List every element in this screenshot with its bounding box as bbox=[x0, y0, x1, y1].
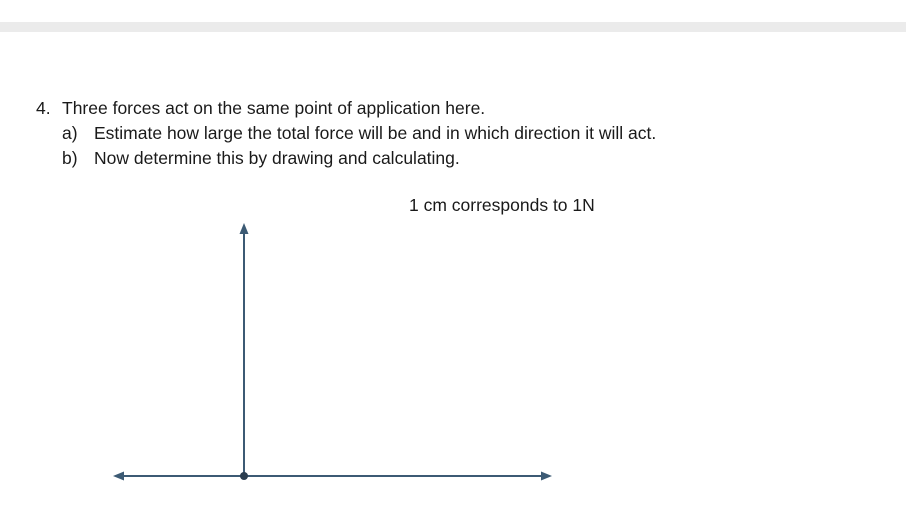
scale-note: 1 cm corresponds to 1N bbox=[409, 195, 595, 215]
part-b-label: b) bbox=[62, 148, 78, 168]
part-a-label: a) bbox=[62, 123, 78, 143]
part-b-text: Now determine this by drawing and calculating. bbox=[94, 148, 460, 168]
point-of-application bbox=[240, 472, 248, 480]
task-prompt: Three forces act on the same point of application here. bbox=[62, 98, 486, 118]
force-right-arrowhead bbox=[541, 472, 552, 481]
force-left-arrowhead bbox=[113, 472, 124, 481]
part-a-text: Estimate how large the total force will be and in which direction it will act. bbox=[94, 123, 657, 143]
task-number: 4. bbox=[36, 98, 51, 118]
force-up-arrowhead bbox=[240, 223, 249, 234]
